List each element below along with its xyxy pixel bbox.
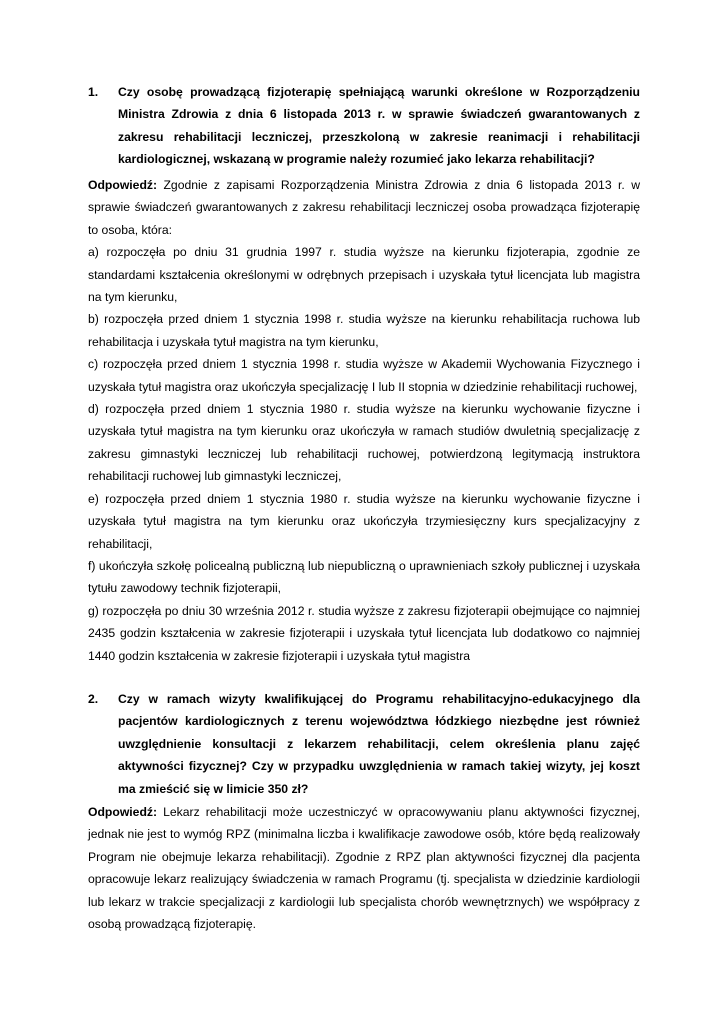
answer-1-intro-text: Zgodnie z zapisami Rozporządzenia Ministra Zdrowia z dnia 6 listopada 2013 r. w sprawie świadczeń gwarantowanych z zakresu rehabilitacji leczniczej osoba prowadząca fizjoterapię to osoba, która:	[88, 178, 640, 237]
answer-1-item-d: d) rozpoczęła przed dniem 1 stycznia 1980 r. studia wyższe na kierunku wychowanie fizyczne i uzyskała tytuł magistra na tym kierunku oraz ukończyła w ramach studiów dwuletnią specjalizację z zakresu gimnastyki leczniczej lub rehabilitacji ruchowej, potwierdzoną legitymacją instruktora rehabilitacji ruchowej lub gimnastyki leczniczej,	[88, 402, 640, 484]
answer-1-item-g: g) rozpoczęła po dniu 30 września 2012 r. studia wyższe z zakresu fizjoterapii obejmujące co najmniej 2435 godzin kształcenia w zakresie fizjoterapii i uzyskała tytuł licencjata lub dodatkowo co najmniej 1440 godzin kształcenia w zakresie fizjoterapii i uzyskała tytuł magistra	[88, 603, 640, 663]
answer-1-item-a: a) rozpoczęła po dniu 31 grudnia 1997 r. studia wyższe na kierunku fizjoterapia, zgodnie ze standardami kształcenia określonymi w odrębnych przepisach i uzyskała tytuł licencjata lub magistra na tym kierunku,	[88, 245, 640, 305]
answer-2-label: Odpowiedź:	[88, 805, 158, 819]
question-2	[88, 688, 640, 800]
answer-1-label: Odpowiedź:	[88, 178, 158, 192]
answer-1	[88, 174, 640, 667]
answer-1-item-c: c) rozpoczęła przed dniem 1 stycznia 1998 r. studia wyższe w Akademii Wychowania Fizycznego i uzyskała tytuł magistra oraz ukończyła specjalizację I lub II stopnia w dziedzinie rehabilitacji ruchowej,	[88, 357, 640, 394]
answer-1-item-f: f) ukończyła szkołę policealną publiczną lub niepubliczną o uprawnieniach szkoły publicznej i uzyskała tytułu zawodowy technik fizjoterapii,	[88, 558, 640, 596]
answer-2-intro	[88, 801, 640, 935]
answer-1-intro	[88, 174, 640, 241]
question-1-number: 1.	[88, 85, 99, 99]
answer-1-item-b: b) rozpoczęła przed dniem 1 stycznia 1998 r. studia wyższe na kierunku rehabilitacja ruchowa lub rehabilitacja i uzyskała tytuł magistra na tym kierunku,	[88, 312, 640, 349]
question-2-number: 2.	[88, 692, 99, 706]
question-1-text: Czy osobę prowadzącą fizjoterapię spełniającą warunki określone w Rozporządzeniu Ministra Zdrowia z dnia 6 listopada 2013 r. w sprawie świadczeń gwarantowanych z zakresu rehabilitacji leczniczej, przeszkoloną w zakresie reanimacji i rehabilitacji kardiologicznej, wskazaną w programie należy rozumieć jako lekarza rehabilitacji?	[118, 85, 640, 167]
answer-2	[88, 801, 640, 935]
question-1	[88, 81, 640, 171]
answer-2-text: Lekarz rehabilitacji może uczestniczyć w opracowywaniu planu aktywności fizycznej, jednak nie jest to wymóg RPZ (minimalna liczba i kwalifikacje zawodowe osób, które będą realizowały Program nie obejmuje lekarza rehabilitacji). Zgodnie z RPZ plan aktywności fizycznej dla pacjenta opracowuje lekarz realizujący świadczenia w ramach Programu (tj. specjalista w dziedzinie kardiologii lub lekarz w trakcie specjalizacji z kardiologii lub specjalista chorób wewnętrznych) we współpracy z osobą prowadzącą fizjoterapię.	[88, 805, 641, 932]
answer-1-item-e: e) rozpoczęła przed dniem 1 stycznia 1980 r. studia wyższe na kierunku wychowanie fizyczne i uzyskała tytuł magistra na tym kierunku oraz ukończyła trzymiesięczny kurs specjalizacyjny z rehabilitacji,	[88, 491, 640, 551]
question-2-text: Czy w ramach wizyty kwalifikującej do Programu rehabilitacyjno-edukacyjnego dla pacjentów kardiologicznych z terenu województwa łódzkiego niezbędne jest również uwzględnienie konsultacji z lekarzem rehabilitacji, celem określenia planu zajęć aktywności fizycznej? Czy w przypadku uwzględnienia w ramach takiej wizyty, jej koszt ma zmieścić się w limicie 350 zł?	[118, 692, 640, 796]
